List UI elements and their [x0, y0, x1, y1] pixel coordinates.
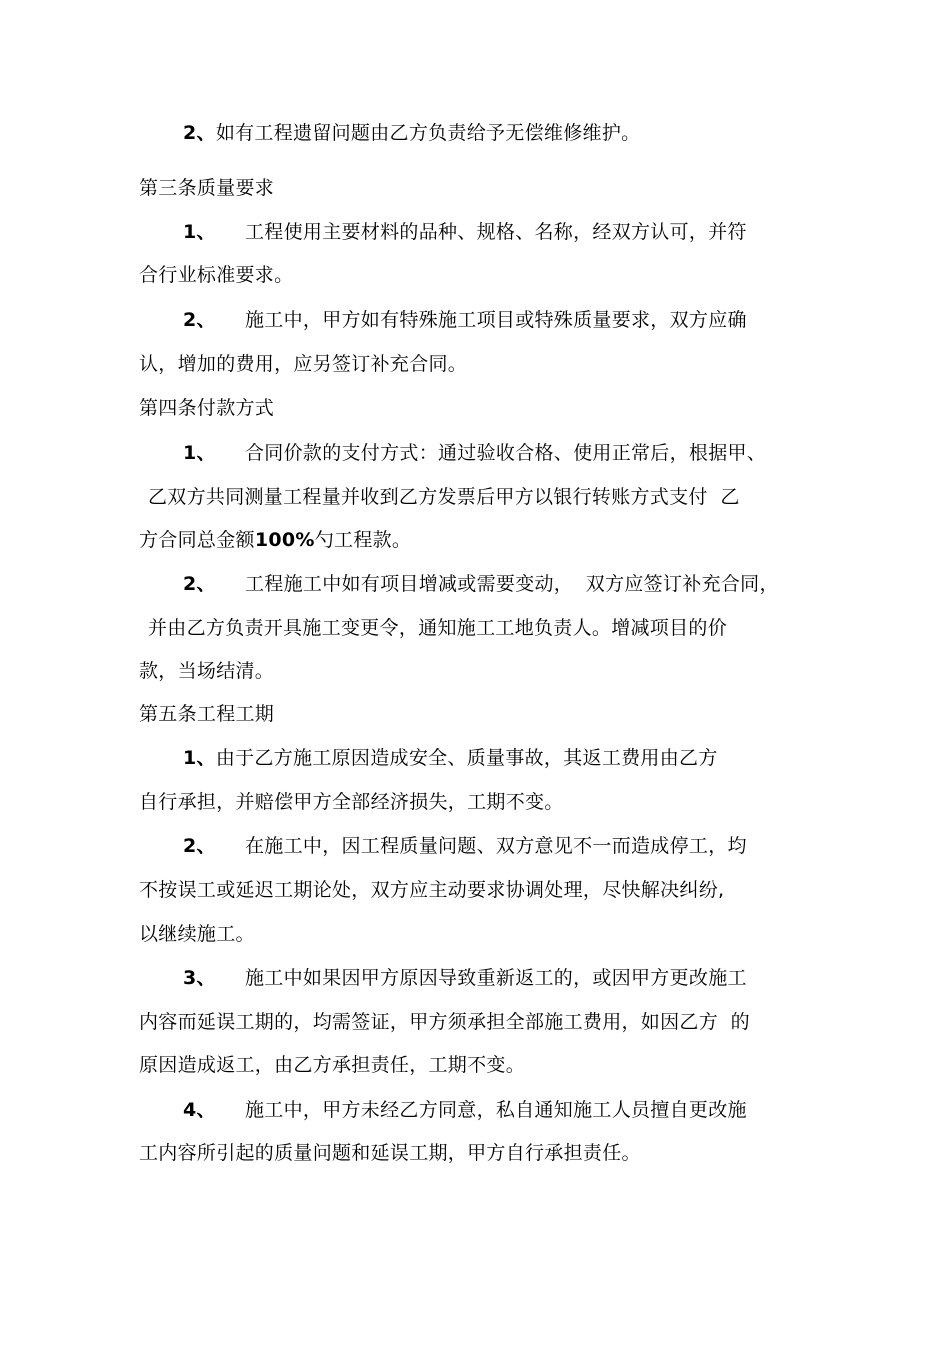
clause-line: 不按误工或延迟工期论处，双方应主动要求协调处理，尽快解决纠纷, — [139, 879, 725, 901]
clause-text: 施工中，甲方未经乙方同意，私自通知施工人员擅自更改施 — [245, 1099, 747, 1121]
clause-line: 以继续施工。 — [139, 923, 255, 945]
amount-percent: 100% — [254, 529, 315, 551]
clause-line: 内容而延误工期的，均需签证，甲方须承担全部施工费用，如因乙方 的 — [139, 1011, 750, 1033]
clause-line: 乙双方共同测量工程量并收到乙方发票后甲方以银行转账方式支付 乙 — [148, 486, 740, 508]
article-heading: 第三条质量要求 — [139, 177, 275, 199]
clause-line — [183, 441, 766, 465]
clause-line — [183, 834, 747, 858]
clause-text: 施工中如果因甲方原因导致重新返工的，或因甲方更改施工 — [245, 967, 747, 989]
clause-line — [183, 966, 747, 990]
article-heading: 第五条工程工期 — [139, 703, 275, 725]
item-number: 1、 — [183, 442, 216, 464]
clause-line — [183, 220, 747, 244]
clause-line: 认，增加的费用，应另签订补充合同。 — [139, 353, 468, 375]
clause-text: 由于乙方施工原因造成安全、质量事故，其返工费用由乙方 — [215, 747, 718, 769]
item-number: 4、 — [183, 1099, 216, 1121]
article-heading: 第四条付款方式 — [139, 397, 275, 419]
clause-line — [139, 528, 411, 552]
clause-text: 合同价款的支付方式：通过验收合格、使用正常后，根据甲、 — [245, 442, 767, 464]
clause-line — [183, 1098, 747, 1122]
clause-line: 并由乙方负责开具施工变更令，通知施工工地负责人。增减项目的价 — [148, 617, 728, 639]
clause-line — [183, 308, 747, 332]
clause-line: 合行业标准要求。 — [139, 264, 294, 286]
clause-text: 工程施工中如有项目增减或需要变动， 双方应签订补充合同， — [245, 573, 779, 595]
item-number: 1、 — [183, 221, 216, 243]
clause-line: 工内容所引起的质量问题和延误工期，甲方自行承担责任。 — [139, 1142, 641, 1164]
clause-text: 勺工程款。 — [314, 529, 412, 551]
item-number: 3、 — [183, 967, 216, 989]
item-number: 2、 — [183, 122, 216, 144]
clause-line — [183, 572, 779, 596]
item-number: 1、 — [183, 747, 216, 769]
clause-text: 施工中，甲方如有特殊施工项目或特殊质量要求，双方应确 — [245, 309, 747, 331]
clause-text: 方合同总金额 — [139, 529, 255, 551]
clause-text: 在施工中，因工程质量问题、双方意见不一而造成停工，均 — [245, 835, 747, 857]
clause-line — [183, 746, 718, 770]
clause-text: 工程使用主要材料的品种、规格、名称，经双方认可，并符 — [245, 221, 747, 243]
item-number: 2、 — [183, 309, 216, 331]
item-number: 2、 — [183, 835, 216, 857]
clause-line — [183, 121, 640, 145]
clause-text: 如有工程遗留问题由乙方负责给予无偿维修维护。 — [215, 122, 641, 144]
clause-line: 原因造成返工，由乙方承担责任，工期不变。 — [139, 1054, 526, 1076]
item-number: 2、 — [183, 573, 216, 595]
clause-line: 款，当场结清。 — [139, 660, 275, 682]
clause-line: 自行承担，并赔偿甲方全部经济损失，工期不变。 — [139, 791, 564, 813]
